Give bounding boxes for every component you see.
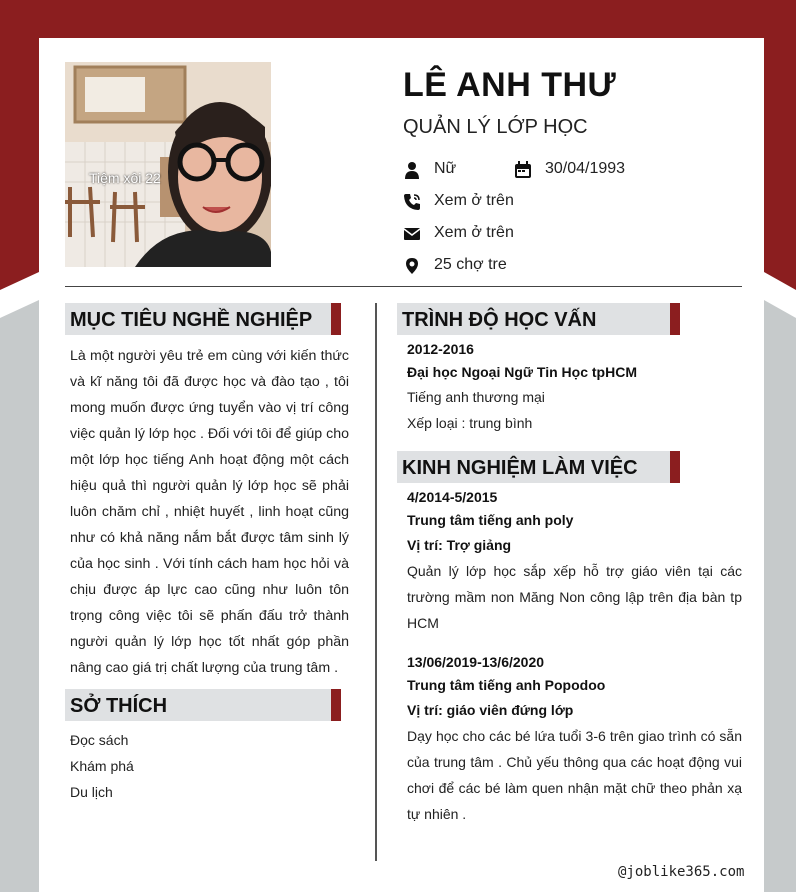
job-description-line: trường mầm non Măng Non công lập trên địa bàn tp (407, 589, 742, 605)
column-divider (375, 303, 377, 861)
objective-line: mong muốn được ứng tuyển vào vị trí công (70, 400, 349, 416)
section-accent (670, 451, 680, 483)
job-period: 4/2014-5/2015 (407, 489, 498, 505)
objective-line: như có khả năng nắm bắt được tâm sinh lý (70, 530, 349, 546)
objective-title: MỤC TIÊU NGHỀ NGHIỆP (70, 309, 313, 331)
hobbies-header (65, 689, 341, 721)
objective-line: việc quản lý lớp học . Đối với tôi để giúp cho (70, 426, 349, 442)
section-accent (670, 303, 680, 335)
job-position: Vị trí: Trợ giảng (407, 537, 512, 553)
education-grade: Xếp loại : trung bình (407, 415, 533, 431)
objective-line: của học sinh . Với tính cách ham học hỏi và (70, 556, 349, 572)
full-name: LÊ ANH THƯ (403, 66, 617, 104)
experience-header (397, 451, 680, 483)
envelope-icon (403, 225, 421, 243)
birthday-value: 30/04/1993 (545, 160, 626, 177)
objective-line: nâng cao giá trị chất lượng của trung tâm . (70, 660, 339, 676)
job-company: Trung tâm tiếng anh Popodoo (407, 677, 606, 693)
job-company: Trung tâm tiếng anh poly (407, 512, 574, 528)
header-divider (65, 286, 742, 287)
photo-caption: Tiệm xôi 22 (89, 170, 161, 186)
section-accent (331, 303, 341, 335)
gender-value: Nữ (434, 160, 457, 177)
job-description (407, 723, 742, 827)
education-period: 2012-2016 (407, 341, 474, 357)
email-value: Xem ở trên (434, 224, 514, 241)
objective-line: người quản lý lớp học tốt nhất góp phần (70, 634, 349, 650)
profile-photo (65, 62, 271, 267)
person-icon (403, 161, 421, 179)
phone-icon (403, 193, 421, 211)
objective-line: luôn chăm chỉ , nhiệt huyết , linh hoạt cũng (70, 504, 349, 520)
footer-watermark: @joblike365.com (618, 864, 745, 880)
education-header (397, 303, 680, 335)
calendar-icon (514, 161, 532, 179)
hobby-item: Khám phá (70, 758, 134, 774)
hobby-item: Đọc sách (70, 732, 129, 748)
hobby-item: Du lịch (70, 784, 113, 800)
job-description-line: của trung tâm . Chủ yếu thông qua các hoạt động vui (407, 754, 742, 770)
job-description-line: tự nhiên . (407, 806, 467, 822)
objective-line: Là một người yêu trẻ em cùng với kiến thức (70, 348, 349, 364)
job-description-line: Quản lý lớp học sắp xếp hỗ trợ giáo viên tại các (407, 563, 742, 579)
education-major: Tiếng anh thương mại (407, 389, 545, 405)
job-period: 13/06/2019-13/6/2020 (407, 654, 545, 670)
objective-line: và kĩ năng tôi đã được học và đào tạo , tôi (70, 374, 349, 390)
job-description-line: chơi để các bé làm quen nhận mặt chữ theo phản xạ (407, 780, 742, 796)
education-title: TRÌNH ĐỘ HỌC VẤN (402, 309, 597, 331)
objective-line: hiệu quả thì người quản lý lớp học sẽ phải (70, 478, 349, 494)
objective-line: chịu được áp lực cao cũng như luôn tôn (70, 582, 349, 598)
location-pin-icon (403, 257, 421, 275)
objective-text (70, 343, 349, 681)
objective-header (65, 303, 341, 335)
phone-value: Xem ở trên (434, 192, 514, 209)
experience-title: KINH NGHIỆM LÀM VIỆC (402, 457, 638, 479)
objective-line: một lớp học tiếng Anh hoạt động một cách (70, 452, 349, 468)
address-value: 25 chợ tre (434, 256, 507, 273)
job-title: QUẢN LÝ LỚP HỌC (403, 116, 588, 138)
objective-line: trọng công việc tôi sẽ phấn đấu trở thành (70, 608, 349, 624)
job-description-line: Dạy học cho các bé lứa tuổi 3-6 trên giao trình có sẵn (407, 728, 742, 744)
education-school: Đại học Ngoại Ngữ Tin Học tpHCM (407, 364, 637, 380)
job-description-line: HCM (407, 615, 439, 631)
job-position: Vị trí: giáo viên đứng lớp (407, 702, 574, 718)
hobbies-title: SỞ THÍCH (70, 695, 168, 717)
job-description (407, 558, 742, 636)
section-accent (331, 689, 341, 721)
